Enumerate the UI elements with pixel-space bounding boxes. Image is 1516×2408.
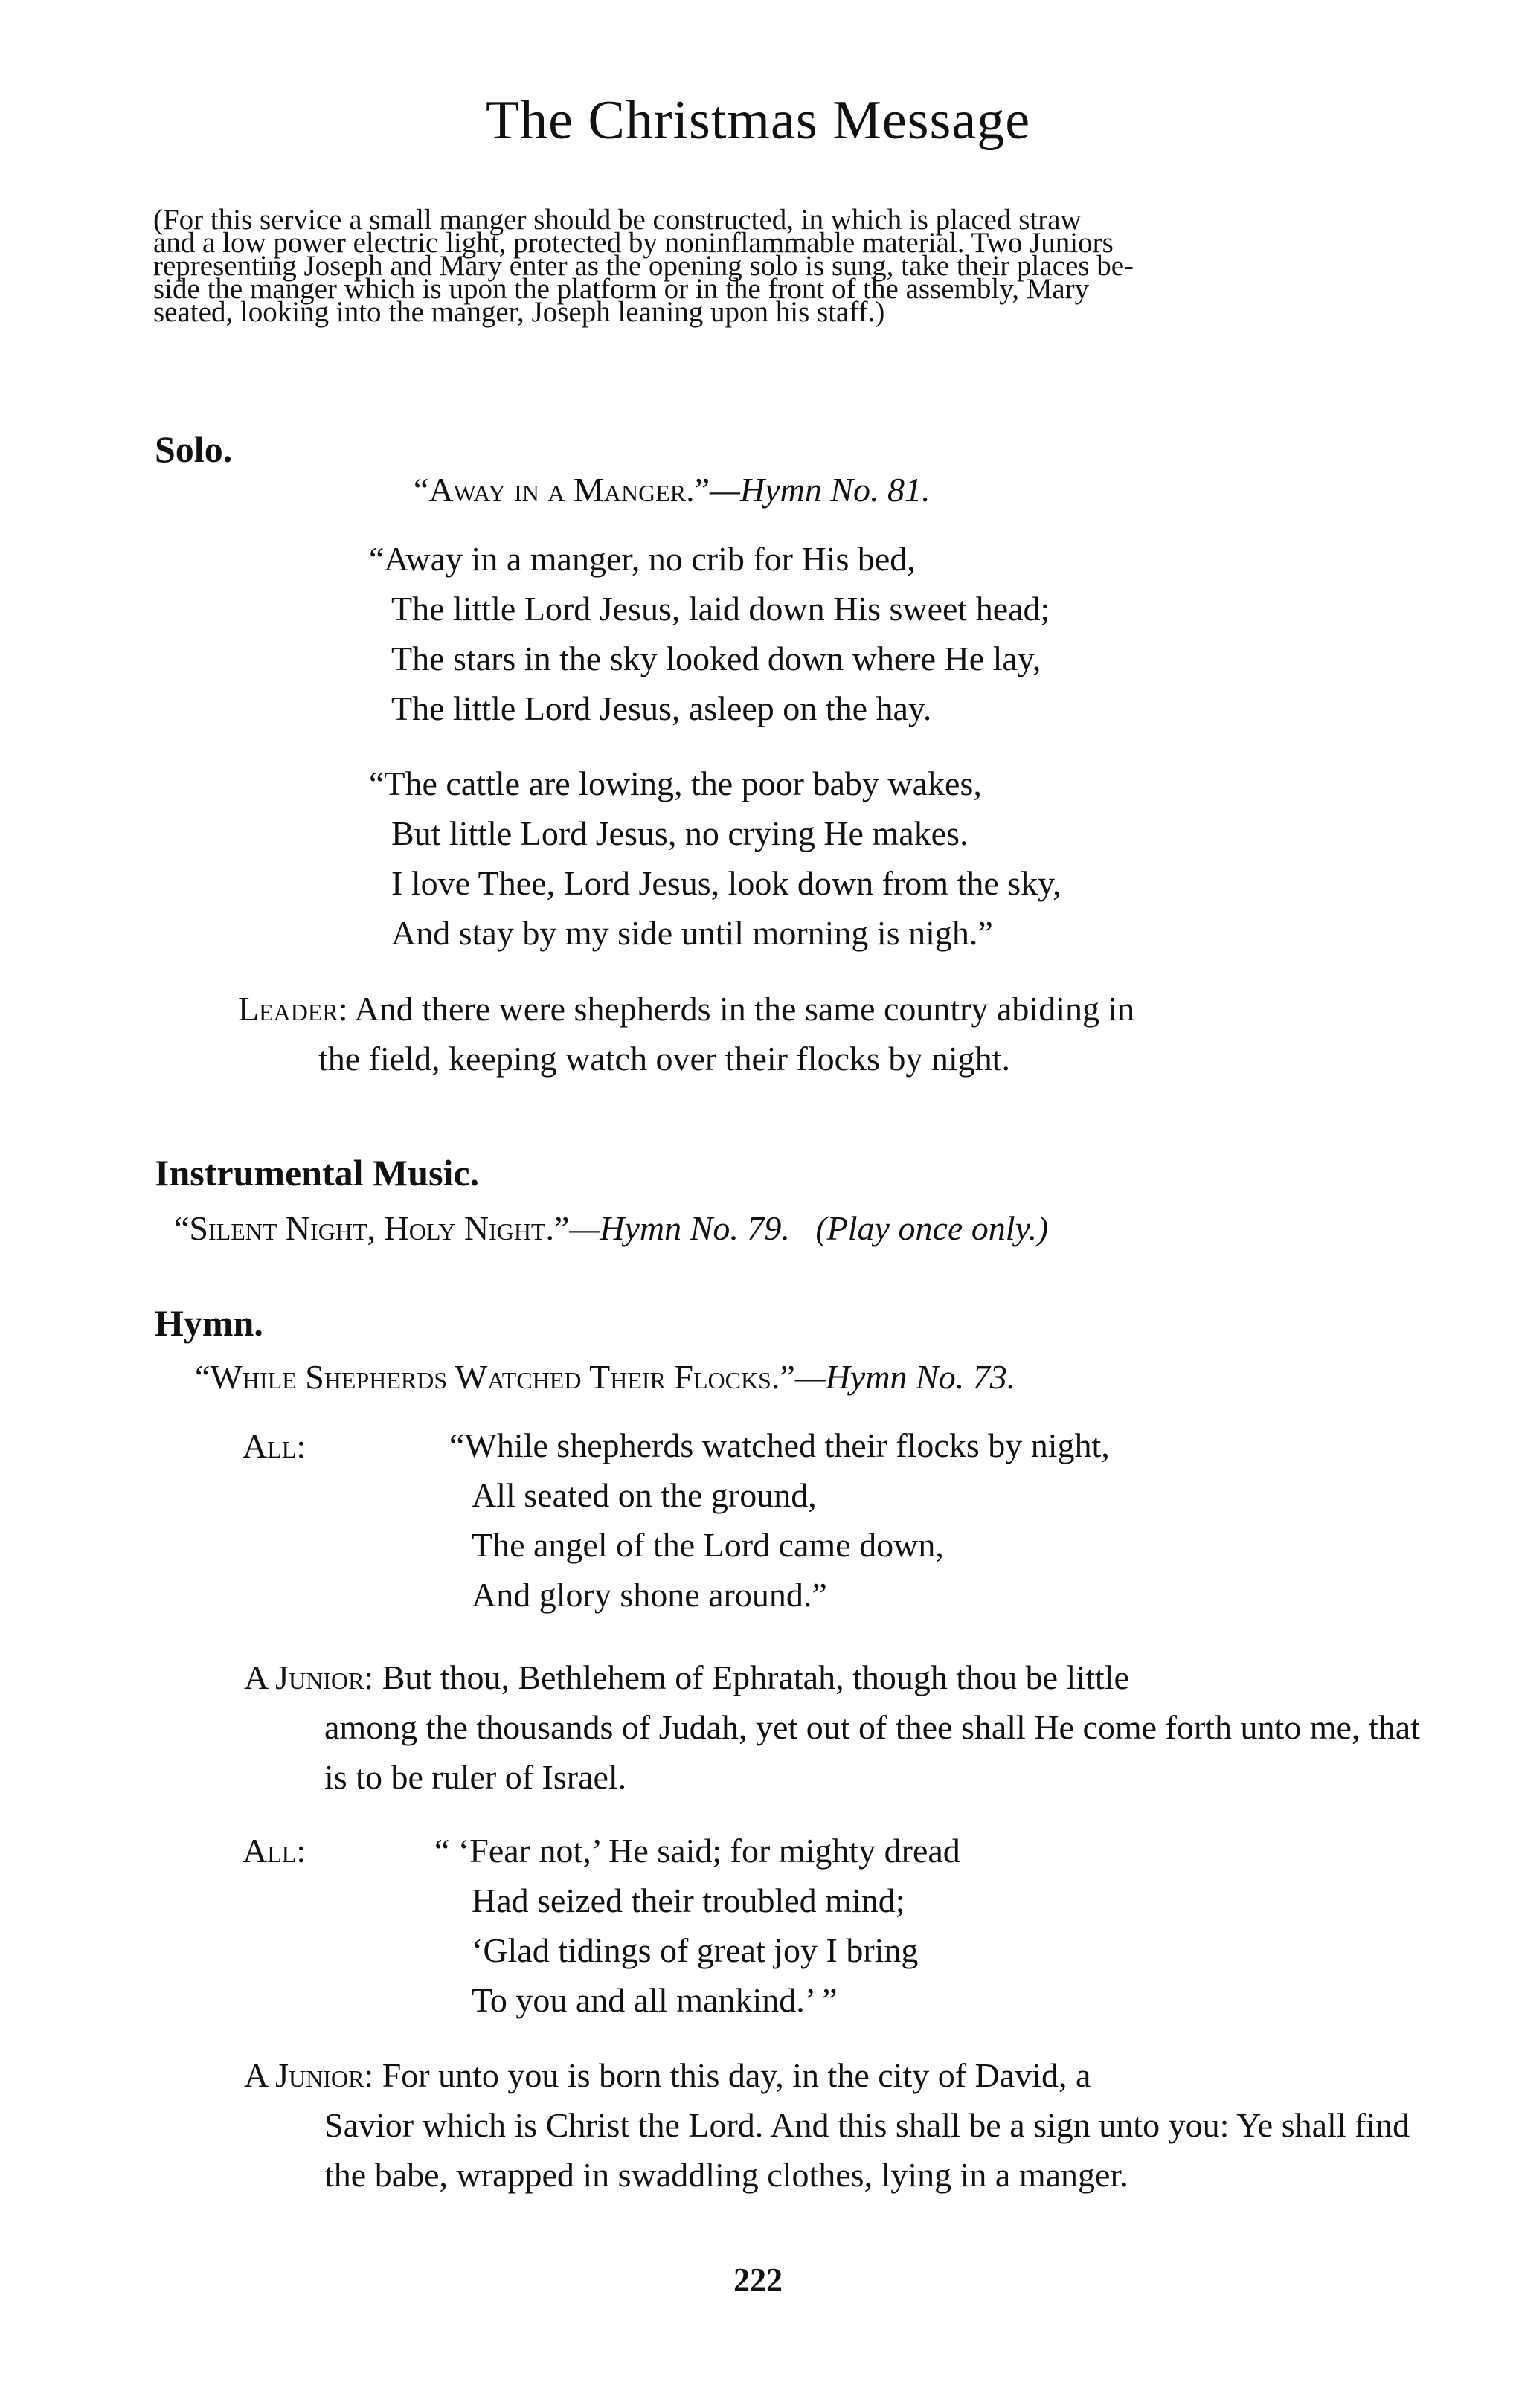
verse-line: But little Lord Jesus, no crying He makes.: [391, 814, 969, 852]
verse-line: The angel of the Lord came down,: [472, 1526, 944, 1564]
verse-line: “Away in a manger, no crib for His bed,: [369, 540, 916, 578]
solo-song-reference: [414, 470, 930, 509]
verse-line: To you and all mankind.’ ”: [472, 1981, 838, 2019]
instrumental-song-title: “Silent Night, Holy Night.”: [174, 1209, 570, 1247]
hymn-verse-2: [434, 1826, 960, 2025]
leader-text-continued: the field, keeping watch over their flocks by night.: [318, 1040, 1010, 1078]
verse-line: Had seized their troubled mind;: [472, 1881, 905, 1919]
instrumental-heading: Instrumental Music.: [155, 1152, 480, 1194]
verse-line: The stars in the sky looked down where He lay,: [391, 640, 1041, 677]
instrumental-note: (Play once only.): [815, 1209, 1049, 1247]
junior-reading-2: [244, 2050, 1442, 2200]
solo-stanza-1: [369, 534, 1050, 733]
junior-text: But thou, Bethlehem of Ephratah, though thou be little: [382, 1658, 1129, 1696]
verse-line: All seated on the ground,: [472, 1476, 817, 1514]
solo-hymn-number: —Hymn No. 81.: [710, 471, 931, 509]
instrumental-song-reference: [174, 1208, 1048, 1248]
junior-text-continued: Savior which is Christ the Lord. And this shall be a sign unto you: Ye shall find the babe, wrapped in swaddling clothes, lying in a manger.: [324, 2106, 1410, 2194]
hymn-song-title: “While Shepherds Watched Their Flocks.”: [195, 1358, 795, 1396]
verse-line: ‘Glad tidings of great joy I bring: [472, 1931, 919, 1969]
junior-text-continued: among the thousands of Judah, yet out of thee shall He come forth unto me, that is to be ruler of Israel.: [324, 1708, 1420, 1796]
solo-stanza-2: [369, 759, 1061, 958]
hymn-song-reference: [195, 1357, 1015, 1397]
junior-text: For unto you is born this day, in the city of David, a: [382, 2056, 1091, 2094]
junior-label: A Junior:: [244, 2056, 374, 2094]
hymn-verse-1: [449, 1420, 1110, 1620]
page-number: 222: [733, 2261, 783, 2298]
junior-label: A Junior:: [244, 1658, 374, 1696]
all-label: All:: [243, 1832, 306, 1870]
hymn-heading: Hymn.: [155, 1302, 263, 1344]
verse-line: And glory shone around.”: [472, 1576, 827, 1614]
intro-line: seated, looking into the manger, Joseph leaning upon his staff.): [153, 296, 885, 328]
instrumental-hymn-number: —Hymn No. 79.: [569, 1209, 790, 1247]
verse-line: The little Lord Jesus, laid down His sweet head;: [391, 590, 1050, 628]
intro-line: side the manger which is upon the platform or in the front of the assembly, Mary: [153, 273, 1090, 305]
leader-text: And there were shepherds in the same country abiding in: [354, 990, 1135, 1028]
page-title: The Christmas Message: [485, 90, 1031, 151]
intro-note: [153, 204, 1418, 328]
leader-label: Leader:: [238, 990, 348, 1028]
verse-line: The little Lord Jesus, asleep on the hay.: [391, 689, 932, 727]
intro-line: representing Joseph and Mary enter as the opening solo is sung, take their places be-: [153, 250, 1134, 282]
verse-line: “While shepherds watched their flocks by night,: [449, 1426, 1110, 1464]
verse-line: I love Thee, Lord Jesus, look down from the sky,: [391, 864, 1061, 902]
solo-heading: Solo.: [155, 428, 233, 470]
verse-line: And stay by my side until morning is nigh.”: [391, 914, 993, 952]
all-label: All:: [243, 1427, 306, 1465]
leader-paragraph: [238, 984, 1443, 1084]
hymn-number: —Hymn No. 73.: [794, 1358, 1016, 1396]
solo-song-title: “Away in a Manger.”: [414, 471, 710, 509]
intro-line: (For this service a small manger should be constructed, in which is placed straw: [153, 204, 1082, 236]
intro-line: and a low power electric light, protected by noninflammable material. Two Juniors: [153, 227, 1114, 259]
verse-line: “ ‘Fear not,’ He said; for mighty dread: [434, 1832, 960, 1870]
junior-reading-1: [244, 1652, 1442, 1802]
verse-line: “The cattle are lowing, the poor baby wakes,: [369, 764, 982, 802]
